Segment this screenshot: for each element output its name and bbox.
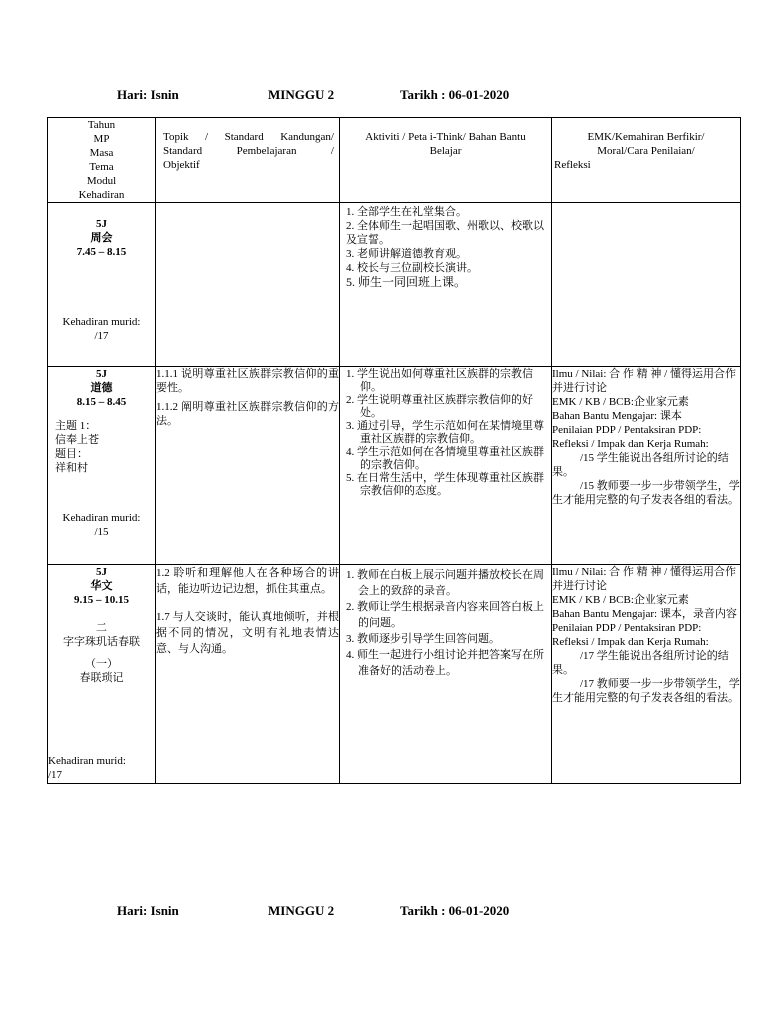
standards-cell xyxy=(156,203,340,367)
list-item: 4. 学生示范如何在各情境里尊重社区族群的宗教信仰。 xyxy=(346,446,544,471)
standard-item: 1.1.2 阐明尊重社区族群宗教信仰的方法。 xyxy=(156,401,339,427)
table-row xyxy=(48,367,741,565)
header-activity-line: Aktiviti / Peta i-Think/ Bahan Bantu xyxy=(365,131,526,143)
subject-name: 华文 xyxy=(90,580,113,592)
activity-list xyxy=(346,567,545,679)
week-label: MINGGU 2 xyxy=(268,87,335,102)
header-mp: MP xyxy=(93,133,110,145)
list-item: 2. 学生说明尊重社区族群宗教信仰的好处。 xyxy=(346,394,533,419)
attendance xyxy=(48,754,155,782)
emk-reflection-note: /17 学生能说出各组所讨论的结果。 xyxy=(552,650,729,676)
topic-label: 题目： xyxy=(55,448,88,460)
theme-value: 信奉上苍 xyxy=(55,434,99,446)
header-emk-line: Moral/Cara Penilaian/ xyxy=(597,145,695,157)
standard-item: 1.2 聆听和理解他人在各种场合的讲话，能边听边记边想，抓住其重点。 xyxy=(156,567,339,595)
emk-assessment: Penilaian PDP / Pentaksiran PDP: xyxy=(552,622,702,634)
subject-name: 周会 xyxy=(90,232,113,244)
emk-values: Ilmu / Nilai: 合 作 精 神 / 懂得运用合作并进行讨论 xyxy=(552,566,736,592)
date-label: Tarikh : 06-01-2020 xyxy=(400,903,510,918)
attendance-value: /15 xyxy=(94,526,109,538)
attendance-label: Kehadiran murid: xyxy=(62,316,141,328)
list-item: 4. 师生一起进行小组讨论并把答案写在所准备好的活动卷上。 xyxy=(346,649,544,677)
subject-name: 道德 xyxy=(90,382,113,394)
emk-values: Ilmu / Nilai: 合 作 精 神 / 懂得运用合作并进行讨论 xyxy=(552,368,736,394)
header-emk-line: Refleksi xyxy=(554,159,591,171)
emk-element: EMK / KB / BCB:企业家元素 xyxy=(552,594,689,606)
activities-cell xyxy=(340,565,552,784)
week-label: MINGGU 2 xyxy=(268,903,335,918)
attendance-label: Kehadiran murid: xyxy=(62,512,141,524)
standard-item: 1.1.1 说明尊重社区族群宗教信仰的重要性。 xyxy=(156,368,339,394)
attendance-value: /17 xyxy=(94,330,109,342)
list-item: 1. 学生说出如何尊重社区族群的宗教信仰。 xyxy=(346,368,533,393)
class-info-cell xyxy=(48,565,156,784)
table-header-row xyxy=(48,118,741,203)
header-col-emk xyxy=(552,118,741,203)
unit-title: 字字珠玑话春联 xyxy=(63,636,140,648)
header-tahun: Tahun xyxy=(87,119,116,131)
list-item: 2. 全体师生一起唱国歌、州歌以、校歌以及宣誓。 xyxy=(346,220,544,246)
emk-cell xyxy=(552,565,741,784)
lesson-plan-table xyxy=(47,117,741,784)
activities-cell xyxy=(340,367,552,565)
emk-assessment: Penilaian PDP / Pentaksiran PDP: xyxy=(552,424,702,436)
header-masa: Masa xyxy=(89,147,114,159)
header-topic-line: Standard Pembelajaran / xyxy=(163,145,334,157)
list-item: 3. 老师讲解道德教育观。 xyxy=(346,248,467,260)
header-col-topic xyxy=(156,118,340,203)
emk-element: EMK / KB / BCB:企业家元素 xyxy=(552,396,689,408)
lesson-number: （一） xyxy=(85,658,118,670)
attendance-label: Kehadiran murid: xyxy=(48,755,126,767)
emk-reflection-note: /15 教师要一步一步带领学生，学生才能用完整的句子发表各组的看法。 xyxy=(552,480,740,506)
standards-cell xyxy=(156,367,340,565)
list-item: 5. 在日常生活中，学生体现尊重社区族群宗教信仰的态度。 xyxy=(346,472,544,497)
list-item: 3. 教师逐步引导学生回答问题。 xyxy=(346,633,500,645)
emk-teaching-aids: Bahan Bantu Mengajar: 课本，录音内容 xyxy=(552,608,737,620)
class-name: 5J xyxy=(96,218,107,230)
header-tema: Tema xyxy=(89,161,114,173)
header-topic-line: Topik / Standard Kandungan/ xyxy=(163,131,334,143)
time-slot: 9.15 – 10.15 xyxy=(74,594,129,606)
standard-item: 1.7 与人交谈时，能认真地倾听，并根据不同的情况，文明有礼地表情达意、与人沟通。 xyxy=(156,611,339,655)
attendance-value: /17 xyxy=(48,769,63,781)
header-col-class-info xyxy=(48,118,156,203)
next-page-header xyxy=(0,903,768,923)
topic-value: 祥和村 xyxy=(55,462,88,474)
list-item: 1. 全部学生在礼堂集合。 xyxy=(346,206,467,218)
emk-reflection: Refleksi / Impak dan Kerja Rumah: xyxy=(552,438,709,450)
activity-list xyxy=(346,368,545,498)
day-label: Hari: Isnin xyxy=(117,903,179,918)
list-item: 2. 教师让学生根据录音内容来回答白板上的问题。 xyxy=(346,601,544,629)
class-name: 5J xyxy=(96,368,107,380)
header-col-activity xyxy=(340,118,552,203)
list-item: 5. 师生一同回班上课。 xyxy=(346,275,467,289)
emk-reflection-note: /17 教师要一步一步带领学生，学生才能用完整的句子发表各组的看法。 xyxy=(552,678,740,704)
list-item: 4. 校长与三位副校长演讲。 xyxy=(346,262,478,274)
header-emk-line: EMK/Kemahiran Berfikir/ xyxy=(587,131,705,143)
activity-list xyxy=(346,205,545,289)
page-header xyxy=(0,87,768,107)
attendance xyxy=(48,315,155,343)
time-slot: 8.15 – 8.45 xyxy=(76,396,127,408)
standards-cell xyxy=(156,565,340,784)
header-topic-line: Objektif xyxy=(163,159,200,171)
table-row xyxy=(48,565,741,784)
table-row xyxy=(48,203,741,367)
list-item: 3. 通过引导，学生示范如何在某情境里尊重社区族群的宗教信仰。 xyxy=(346,420,544,445)
emk-teaching-aids: Bahan Bantu Mengajar: 课本 xyxy=(552,410,682,422)
lesson-title: 春联琐记 xyxy=(79,672,124,684)
theme-label: 主题 1： xyxy=(55,420,97,432)
header-activity-line: Belajar xyxy=(429,145,462,157)
class-info-cell xyxy=(48,203,156,367)
date-label: Tarikh : 06-01-2020 xyxy=(400,87,510,102)
class-name: 5J xyxy=(96,566,107,578)
emk-cell xyxy=(552,367,741,565)
list-item: 1. 教师在白板上展示问题并播放校长在周会上的致辞的录音。 xyxy=(346,569,544,597)
class-info-cell xyxy=(48,367,156,565)
unit-number: 二 xyxy=(96,622,107,634)
activities-cell xyxy=(340,203,552,367)
header-modul: Modul xyxy=(86,175,117,187)
day-label: Hari: Isnin xyxy=(117,87,179,102)
emk-cell xyxy=(552,203,741,367)
header-kehadiran: Kehadiran xyxy=(78,189,125,201)
emk-reflection: Refleksi / Impak dan Kerja Rumah: xyxy=(552,636,709,648)
emk-reflection-note: /15 学生能说出各组所讨论的结果。 xyxy=(552,452,729,478)
attendance xyxy=(48,511,155,539)
time-slot: 7.45 – 8.15 xyxy=(76,246,127,258)
